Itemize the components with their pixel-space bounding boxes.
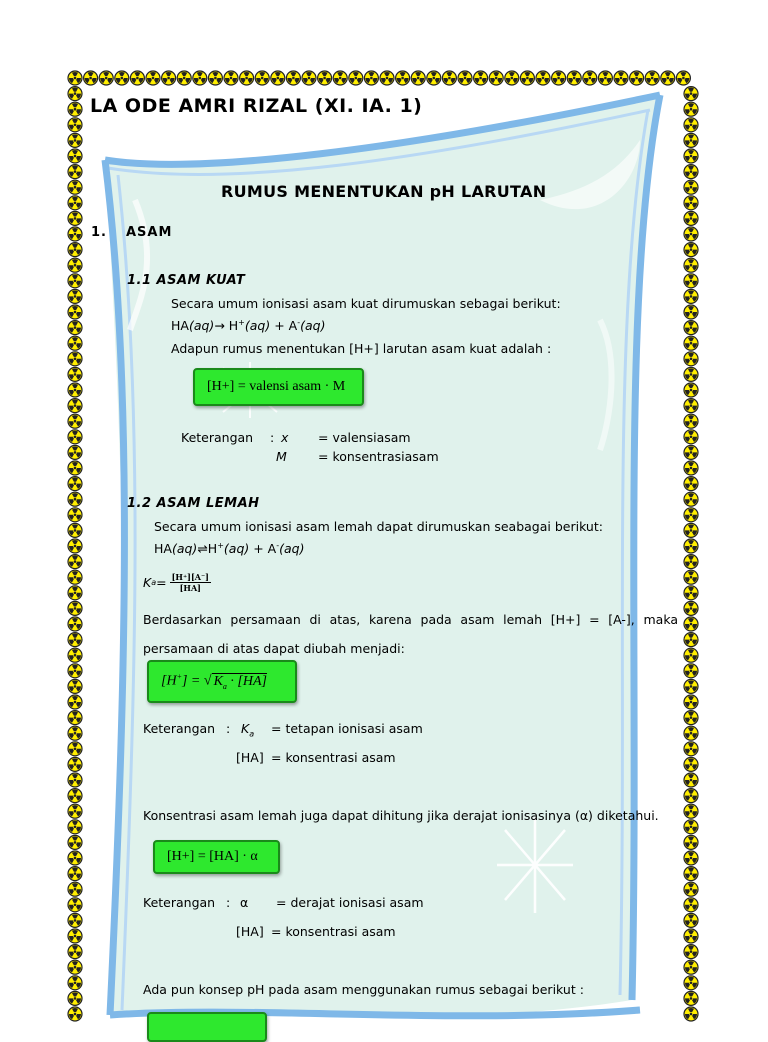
notes-colon: : <box>270 430 275 445</box>
radiation-icon <box>684 367 698 381</box>
section-heading: ASAM <box>126 225 173 240</box>
radiation-icon <box>684 305 698 319</box>
notes-definition: = konsentrasiasam <box>318 449 439 464</box>
page-title: RUMUS MENENTUKAN pH LARUTAN <box>221 182 547 201</box>
radiation-icon <box>68 71 82 85</box>
radiation-icon <box>684 648 698 662</box>
formula-box <box>147 660 297 703</box>
radiation-icon <box>364 71 378 85</box>
formula-text: [H+] = √ $K_a \cdot [HA]$ <box>161 672 267 691</box>
notes-label: Keterangan <box>143 895 216 910</box>
radiation-icon <box>684 773 698 787</box>
radiation-icon <box>68 757 82 771</box>
paragraph: Berdasarkan persamaan di atas, karena pada asam lemah [H+] = [A-], maka <box>143 612 678 627</box>
radiation-icon <box>68 508 82 522</box>
radiation-icon <box>68 196 82 210</box>
radiation-icon <box>684 289 698 303</box>
radiation-icon <box>68 617 82 631</box>
radiation-icon <box>684 633 698 647</box>
radiation-icon <box>505 71 519 85</box>
radiation-icon <box>684 570 698 584</box>
radiation-icon <box>684 102 698 116</box>
radiation-icon <box>68 1007 82 1021</box>
radiation-icon <box>684 1007 698 1021</box>
radiation-icon <box>684 913 698 927</box>
paragraph: Secara umum ionisasi asam lemah dapat dirumuskan seabagai berikut: <box>154 519 603 534</box>
radiation-icon <box>68 991 82 1005</box>
radiation-icon <box>68 258 82 272</box>
radiation-icon <box>684 991 698 1005</box>
radiation-icon <box>684 149 698 163</box>
radiation-icon <box>684 196 698 210</box>
radiation-icon <box>684 679 698 693</box>
radiation-icon <box>598 71 612 85</box>
radiation-icon <box>458 71 472 85</box>
radiation-icon <box>68 570 82 584</box>
radiation-icon <box>68 477 82 491</box>
radiation-icon <box>302 71 316 85</box>
radiation-icon <box>684 695 698 709</box>
radiation-icon <box>684 87 698 101</box>
radiation-icon <box>68 664 82 678</box>
radiation-icon <box>68 867 82 881</box>
radiation-icon <box>68 367 82 381</box>
radiation-icon <box>684 508 698 522</box>
radiation-icon <box>68 773 82 787</box>
reaction-equation: HA(aq)⇌H+(aq) + A-(aq) <box>154 541 305 557</box>
formula-text: [H+] = [HA] · α <box>167 849 258 864</box>
radiation-icon <box>427 71 441 85</box>
radiation-icon <box>68 976 82 990</box>
notes-symbol: x <box>281 430 289 445</box>
radiation-icon <box>684 835 698 849</box>
radiation-icon <box>68 211 82 225</box>
radiation-icon <box>684 477 698 491</box>
notes-symbol: α <box>240 895 249 910</box>
radiation-icon <box>684 430 698 444</box>
radiation-icon <box>684 867 698 881</box>
radiation-icon <box>271 71 285 85</box>
radiation-icon <box>68 695 82 709</box>
radiation-icon <box>536 71 550 85</box>
subsection-heading-asam-kuat: 1.1 ASAM KUAT <box>127 273 246 288</box>
notes-label: Keterangan <box>143 721 216 736</box>
radiation-icon <box>68 383 82 397</box>
radiation-icon <box>684 445 698 459</box>
formula-box <box>153 840 280 874</box>
radiation-icon <box>68 586 82 600</box>
radiation-icon <box>684 726 698 740</box>
radiation-icon <box>684 711 698 725</box>
radiation-icon <box>68 352 82 366</box>
radiation-icon <box>645 71 659 85</box>
radiation-icon <box>684 336 698 350</box>
radiation-icon <box>68 321 82 335</box>
radiation-icon <box>68 820 82 834</box>
radiation-icon <box>68 523 82 537</box>
radiation-icon <box>68 882 82 896</box>
radiation-icon <box>684 757 698 771</box>
radiation-icon <box>684 586 698 600</box>
radiation-icon <box>286 71 300 85</box>
notes-definition: = derajat ionisasi asam <box>276 895 424 910</box>
section-number: 1. <box>91 225 107 240</box>
radiation-icon <box>684 399 698 413</box>
paragraph: Adapun rumus menentukan [H+] larutan asam kuat adalah : <box>171 341 552 356</box>
radiation-icon <box>684 165 698 179</box>
formula-box-partial <box>147 1012 267 1042</box>
radiation-icon <box>684 960 698 974</box>
radiation-icon <box>68 492 82 506</box>
radiation-icon <box>333 71 347 85</box>
radiation-icon <box>676 71 690 85</box>
radiation-icon <box>68 633 82 647</box>
radiation-icon <box>684 227 698 241</box>
radiation-icon <box>68 165 82 179</box>
radiation-icon <box>684 414 698 428</box>
radiation-icon <box>68 180 82 194</box>
radiation-icon <box>684 555 698 569</box>
radiation-icon <box>567 71 581 85</box>
radiation-icon <box>68 102 82 116</box>
radiation-icon <box>255 71 269 85</box>
radiation-icon <box>68 648 82 662</box>
radiation-icon <box>68 430 82 444</box>
notes-definition: = valensiasam <box>318 430 411 445</box>
radiation-icon <box>684 243 698 257</box>
radiation-icon <box>99 71 113 85</box>
radiation-icon <box>68 898 82 912</box>
radiation-icon <box>552 71 566 85</box>
radiation-icon <box>684 118 698 132</box>
radiation-icon <box>684 383 698 397</box>
radiation-icon <box>68 711 82 725</box>
radiation-icon <box>684 539 698 553</box>
radiation-icon <box>684 789 698 803</box>
radiation-icon <box>68 461 82 475</box>
radiation-icon <box>68 835 82 849</box>
radiation-icon <box>684 274 698 288</box>
radiation-icon <box>68 913 82 927</box>
radiation-icon <box>349 71 363 85</box>
reaction-equation: HA(aq)→ H+(aq) + A-(aq) <box>171 318 326 334</box>
radiation-icon <box>684 851 698 865</box>
radiation-icon <box>520 71 534 85</box>
radiation-icon <box>68 851 82 865</box>
radiation-icon <box>68 789 82 803</box>
radiation-icon <box>130 71 144 85</box>
radiation-icon <box>684 492 698 506</box>
radiation-icon <box>68 929 82 943</box>
radiation-icon <box>684 804 698 818</box>
radiation-icon <box>684 352 698 366</box>
formula-text: [H+] = valensi asam · M <box>207 379 346 394</box>
radiation-icon <box>583 71 597 85</box>
radiation-icon <box>68 601 82 615</box>
notes-symbol: [HA] <box>236 750 264 765</box>
radiation-icon <box>68 243 82 257</box>
notes-definition: = konsentrasi asam <box>271 924 396 939</box>
radiation-icon <box>68 945 82 959</box>
radiation-icon <box>240 71 254 85</box>
radiation-icon <box>684 601 698 615</box>
subsection-heading-asam-lemah: 1.2 ASAM LEMAH <box>127 496 260 511</box>
paragraph: persamaan di atas dapat diubah menjadi: <box>143 641 405 656</box>
ka-expression: K a = $\frac{[H^+][A^-]}{[HA]}$ <box>143 572 209 593</box>
radiation-icon <box>68 133 82 147</box>
radiation-icon <box>684 258 698 272</box>
radiation-icon <box>84 71 98 85</box>
radiation-icon <box>68 289 82 303</box>
radiation-icon <box>68 445 82 459</box>
radiation-icon <box>614 71 628 85</box>
radiation-icon <box>684 945 698 959</box>
notes-symbol: [HA] <box>236 924 264 939</box>
radiation-icon <box>146 71 160 85</box>
radiation-icon <box>684 664 698 678</box>
radiation-icon <box>68 414 82 428</box>
radiation-icon <box>684 321 698 335</box>
radiation-icon <box>68 87 82 101</box>
paragraph: Konsentrasi asam lemah juga dapat dihitung jika derajat ionisasinya (α) diketahui. <box>143 808 659 823</box>
author-heading: LA ODE AMRI RIZAL (XI. IA. 1) <box>90 95 423 117</box>
radiation-icon <box>68 274 82 288</box>
notes-definition: = konsentrasi asam <box>271 750 396 765</box>
notes-symbol: M <box>276 449 287 464</box>
radiation-icon <box>380 71 394 85</box>
radiation-icon <box>442 71 456 85</box>
notes-label: Keterangan <box>181 430 254 445</box>
radiation-icon <box>684 976 698 990</box>
radiation-icon <box>68 118 82 132</box>
radiation-icon <box>177 71 191 85</box>
radiation-icon <box>68 804 82 818</box>
radiation-icon <box>68 305 82 319</box>
radiation-icon <box>224 71 238 85</box>
formula-box <box>193 368 364 406</box>
notes-definition: = tetapan ionisasi asam <box>271 721 423 736</box>
radiation-icon <box>489 71 503 85</box>
radiation-icon <box>318 71 332 85</box>
radiation-icon <box>115 71 129 85</box>
radiation-icon <box>162 71 176 85</box>
radiation-icon <box>68 149 82 163</box>
radiation-icon <box>630 71 644 85</box>
paragraph: Ada pun konsep pH pada asam menggunakan rumus sebagai berikut : <box>143 982 584 997</box>
radiation-icon <box>68 960 82 974</box>
radiation-icon <box>684 133 698 147</box>
notes-symbol: $K_a$ <box>241 721 255 739</box>
paragraph: Secara umum ionisasi asam kuat dirumuskan sebagai berikut: <box>171 296 561 311</box>
radiation-icon <box>684 617 698 631</box>
radiation-icon <box>684 180 698 194</box>
radiation-icon <box>68 555 82 569</box>
radiation-icon <box>68 679 82 693</box>
radiation-icon <box>684 211 698 225</box>
radiation-icon <box>68 336 82 350</box>
radiation-icon <box>474 71 488 85</box>
notes-colon: : <box>226 721 231 736</box>
radiation-icon <box>684 742 698 756</box>
radiation-icon <box>684 882 698 896</box>
radiation-icon <box>684 523 698 537</box>
radiation-icon <box>208 71 222 85</box>
radiation-icon <box>684 461 698 475</box>
radiation-icon <box>193 71 207 85</box>
radiation-icon <box>68 227 82 241</box>
radiation-icon <box>411 71 425 85</box>
radiation-icon <box>684 898 698 912</box>
radiation-icon <box>68 399 82 413</box>
radiation-icon <box>68 742 82 756</box>
notes-colon: : <box>226 895 231 910</box>
radiation-icon <box>68 726 82 740</box>
radiation-icon <box>661 71 675 85</box>
radiation-icon <box>684 929 698 943</box>
radiation-icon <box>684 820 698 834</box>
radiation-icon <box>396 71 410 85</box>
radiation-icon <box>68 539 82 553</box>
